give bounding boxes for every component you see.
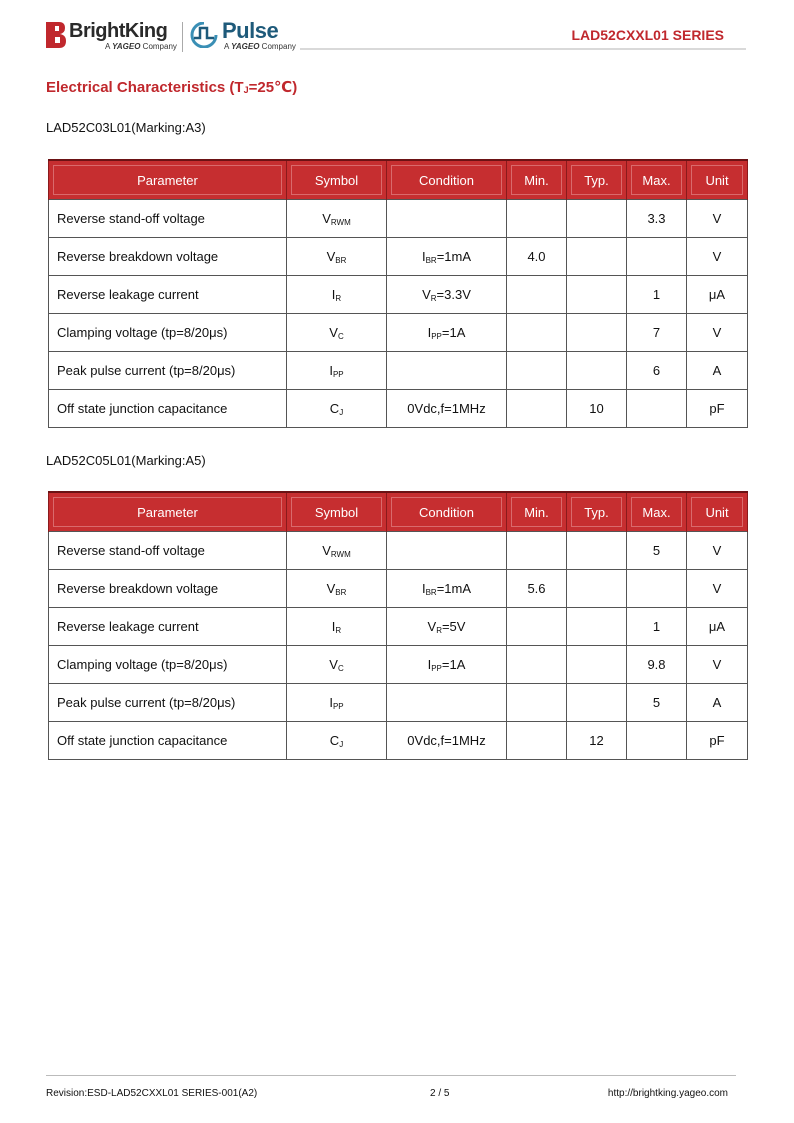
cell-condition [387,684,507,722]
cell-condition: 0Vdc,f=1MHz [387,390,507,428]
cell-parameter: Reverse leakage current [49,608,287,646]
cell-condition: $I_{BR}=1mA$ [387,570,507,608]
column-header-unit: Unit [687,492,748,532]
column-header-max: Max. [627,492,687,532]
cell-unit: μA [687,608,748,646]
column-header-condition: Condition [387,492,507,532]
cell-parameter: Off state junction capacitance [49,390,287,428]
cell-symbol: $I_{PP}$ [287,684,387,722]
table-row [49,646,748,684]
cell-condition: $V_R=3.3V$ [387,276,507,314]
footer-revision: Revision:ESD-LAD52CXXL01 SERIES-001(A2) [46,1088,258,1099]
cell-symbol: $I_R$ [287,276,387,314]
cell-typ [567,684,627,722]
table-row [49,314,748,352]
pulse-wordmark: Pulse [222,18,279,43]
cell-symbol: $C_J$ [287,722,387,760]
cell-symbol: $I_R$ [287,608,387,646]
cell-typ [567,646,627,684]
brightking-tagline: A YAGEO Company [105,42,177,51]
spec-table [48,159,748,428]
cell-parameter: Reverse breakdown voltage [49,570,287,608]
cell-typ [567,352,627,390]
cell-min: 5.6 [507,570,567,608]
table-row [49,200,748,238]
cell-parameter: Peak pulse current (tp=8/20μs) [49,684,287,722]
cell-min [507,722,567,760]
cell-typ [567,608,627,646]
cell-parameter: Peak pulse current (tp=8/20μs) [49,352,287,390]
cell-condition: $I_{PP}=1A$ [387,314,507,352]
table-row [49,684,748,722]
cell-unit: A [687,684,748,722]
brightking-logo [46,20,177,52]
cell-min [507,200,567,238]
cell-condition: 0Vdc,f=1MHz [387,722,507,760]
cell-min [507,314,567,352]
cell-max: 7 [627,314,687,352]
cell-max: 5 [627,684,687,722]
cell-min: 4.0 [507,238,567,276]
column-header-min: Min. [507,160,567,200]
cell-parameter: Reverse breakdown voltage [49,238,287,276]
column-header-symbol: Symbol [287,492,387,532]
cell-symbol: $V_{RWM}$ [287,200,387,238]
table-row [49,352,748,390]
cell-min [507,532,567,570]
table-row [49,608,748,646]
cell-max: 1 [627,276,687,314]
cell-typ [567,314,627,352]
column-header-typ: Typ. [567,492,627,532]
cell-typ [567,238,627,276]
pulse-tagline: A YAGEO Company [224,42,296,51]
cell-max: 9.8 [627,646,687,684]
cell-unit: pF [687,390,748,428]
section-title: Electrical Characteristics $(T_J=25℃)$ [46,79,298,96]
column-header-max: Max. [627,160,687,200]
cell-typ [567,570,627,608]
cell-unit: pF [687,722,748,760]
cell-max [627,570,687,608]
column-header-symbol: Symbol [287,160,387,200]
cell-min [507,646,567,684]
cell-condition: $I_{BR}=1mA$ [387,238,507,276]
cell-symbol: $V_C$ [287,646,387,684]
table-row [49,570,748,608]
cell-unit: μA [687,276,748,314]
cell-min [507,276,567,314]
cell-parameter: Clamping voltage (tp=8/20μs) [49,646,287,684]
table-header-row [49,492,748,532]
cell-typ [567,276,627,314]
cell-parameter: Reverse leakage current [49,276,287,314]
header-rule [300,48,746,50]
cell-max: 1 [627,608,687,646]
cell-symbol: $V_{RWM}$ [287,532,387,570]
pulse-logo [190,20,296,52]
table-row [49,238,748,276]
cell-parameter: Clamping voltage (tp=8/20μs) [49,314,287,352]
column-header-condition: Condition [387,160,507,200]
column-header-parameter: Parameter [49,160,287,200]
cell-parameter: Reverse stand-off voltage [49,200,287,238]
cell-unit: V [687,570,748,608]
cell-max [627,390,687,428]
model-label: LAD52C03L01(Marking:A3) [46,120,206,135]
column-header-min: Min. [507,492,567,532]
logo-divider [182,22,183,52]
table-row [49,722,748,760]
cell-condition [387,352,507,390]
cell-unit: V [687,238,748,276]
cell-condition: $V_R=5V$ [387,608,507,646]
table-row [49,532,748,570]
cell-condition [387,200,507,238]
cell-unit: V [687,200,748,238]
cell-symbol: $V_{BR}$ [287,238,387,276]
column-header-unit: Unit [687,160,748,200]
column-header-parameter: Parameter [49,492,287,532]
table-row [49,276,748,314]
cell-typ [567,532,627,570]
cell-unit: A [687,352,748,390]
cell-max [627,722,687,760]
footer-page-number: 2 / 5 [430,1088,450,1099]
cell-symbol: $C_J$ [287,390,387,428]
model-label: LAD52C05L01(Marking:A5) [46,453,206,468]
footer-rule [46,1075,736,1076]
cell-min [507,608,567,646]
cell-symbol: $I_{PP}$ [287,352,387,390]
cell-parameter: Reverse stand-off voltage [49,532,287,570]
column-header-typ: Typ. [567,160,627,200]
cell-condition [387,532,507,570]
cell-parameter: Off state junction capacitance [49,722,287,760]
page-header [46,18,746,58]
cell-symbol: $V_C$ [287,314,387,352]
cell-symbol: $V_{BR}$ [287,570,387,608]
footer-url: http://brightking.yageo.com [607,1088,728,1099]
cell-typ [567,200,627,238]
cell-min [507,352,567,390]
brightking-logo-icon [46,22,66,48]
cell-unit: V [687,646,748,684]
cell-typ: 12 [567,722,627,760]
cell-condition: $I_{PP}=1A$ [387,646,507,684]
cell-min [507,684,567,722]
cell-max: 5 [627,532,687,570]
cell-max: 6 [627,352,687,390]
spec-table [48,491,748,760]
pulse-logo-icon [190,22,218,48]
brightking-wordmark: BrightKing [69,20,168,42]
table-row [49,390,748,428]
cell-min [507,390,567,428]
cell-max [627,238,687,276]
cell-typ: 10 [567,390,627,428]
cell-unit: V [687,532,748,570]
series-title: LAD52CXXL01 SERIES [571,27,724,43]
cell-max: 3.3 [627,200,687,238]
table-header-row [49,160,748,200]
cell-unit: V [687,314,748,352]
